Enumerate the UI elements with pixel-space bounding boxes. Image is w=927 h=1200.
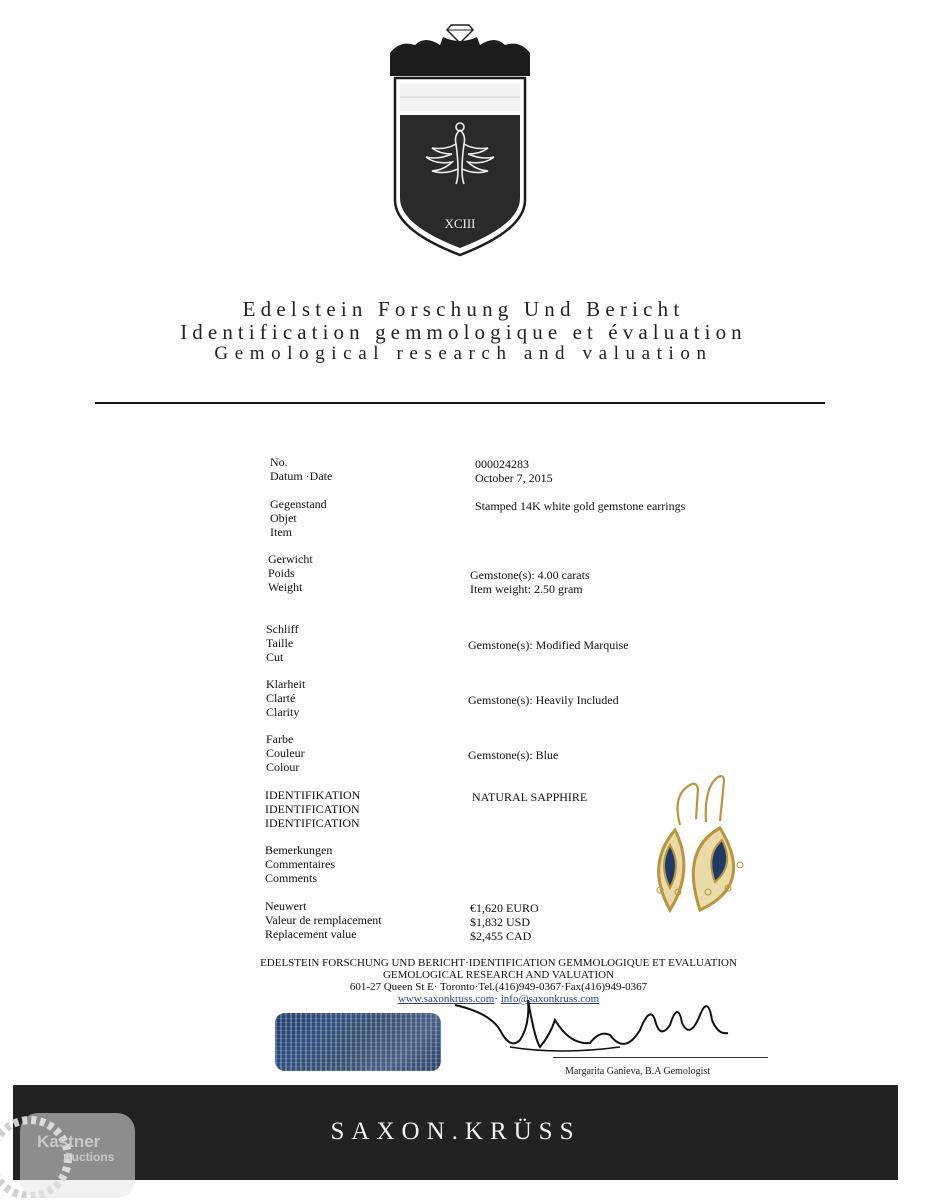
weight-label-en: Weight (268, 580, 303, 594)
footer-links: www.saxonkruss.com· info@saxonkruss.com (397, 993, 600, 1005)
ident-value: NATURAL SAPPHIRE (472, 790, 588, 804)
website-link[interactable]: www.saxonkruss.com (397, 993, 495, 1005)
value-label-fr: Valeur de remplacement (265, 913, 382, 927)
footer-line-3: 601-27 Queen St E· Toronto·Tel.(416)949-0367·Fax(416)949-0367 (349, 981, 648, 993)
hologram-seal (275, 1013, 441, 1071)
ident-label-fr: IDENTIFICATION (265, 802, 360, 816)
colour-label-en: Colour (266, 760, 300, 774)
value-label-en: Replacement value (265, 927, 357, 941)
cut-label-fr: Taille (266, 636, 294, 650)
header-line-2: Identification gemmologique et évaluation (180, 320, 747, 344)
cut-label-de: Schliff (266, 622, 299, 636)
header-line-1: Edelstein Forschung Und Bericht (242, 297, 685, 321)
comments-label-en: Comments (265, 871, 318, 885)
colour-value: Gemstone(s): Blue (468, 748, 559, 762)
cut-value: Gemstone(s): Modified Marquise (468, 638, 629, 652)
report-date: October 7, 2015 (475, 471, 553, 485)
item-weight: Item weight: 2.50 gram (470, 582, 583, 596)
ident-label-en: IDENTIFICATION (265, 816, 360, 830)
item-label-en: Item (270, 525, 292, 539)
value-euro: €1,620 EURO (470, 901, 539, 915)
value-usd: $1,832 USD (470, 915, 531, 929)
signature-line (553, 1057, 768, 1058)
value-label-de: Neuwert (265, 899, 307, 913)
item-label-fr: Objet (270, 511, 297, 525)
email-link[interactable]: info@saxonkruss.com (500, 993, 600, 1005)
gemstone-weight: Gemstone(s): 4.00 carats (470, 568, 590, 582)
cut-label-en: Cut (266, 650, 284, 664)
colour-label-de: Farbe (266, 732, 294, 746)
report-number: 000024283 (475, 457, 529, 471)
right-earring (693, 828, 743, 910)
weight-label-fr: Poids (268, 566, 295, 580)
left-earring (657, 830, 684, 910)
no-label: No. (270, 455, 288, 469)
footer-line-2: GEMOLOGICAL RESEARCH AND VALUATION (382, 969, 615, 981)
footer-line-1: EDELSTEIN FORSCHUNG UND BERICHT·IDENTIFICATION GEMMOLOGIQUE ET EVALUATION (260, 957, 737, 969)
watermark-line-2: Auctions (63, 1150, 115, 1164)
comments-label-fr: Commentaires (265, 857, 335, 871)
clarity-value: Gemstone(s): Heavily Included (468, 693, 619, 707)
earrings-photo (640, 770, 765, 920)
clarity-label-en: Clarity (266, 705, 300, 719)
ident-label-de: IDENTIFIKATION (265, 788, 361, 802)
weight-label-de: Gerwicht (268, 552, 313, 566)
divider-rule (95, 402, 825, 404)
crest-numeral: XCIII (444, 216, 476, 231)
crest-logo (385, 15, 535, 260)
clarity-label-fr: Clarté (266, 691, 296, 705)
header-line-3: Gemological research and valuation (214, 343, 713, 364)
colour-label-fr: Couleur (266, 746, 305, 760)
value-cad: $2,455 CAD (470, 929, 532, 943)
date-label: Datum ·Date (270, 469, 333, 483)
gemologist-name: Margarita Ganieva, B.A Gemologist (565, 1066, 711, 1077)
item-value: Stamped 14K white gold gemstone earrings (475, 499, 686, 513)
clarity-label-de: Klarheit (266, 677, 306, 691)
watermark-line-1: Kastner (37, 1132, 101, 1151)
brand-name: SAXON.KRÜSS (330, 1118, 581, 1145)
comments-label-de: Bemerkungen (265, 843, 333, 857)
item-label-de: Gegenstand (270, 497, 327, 511)
